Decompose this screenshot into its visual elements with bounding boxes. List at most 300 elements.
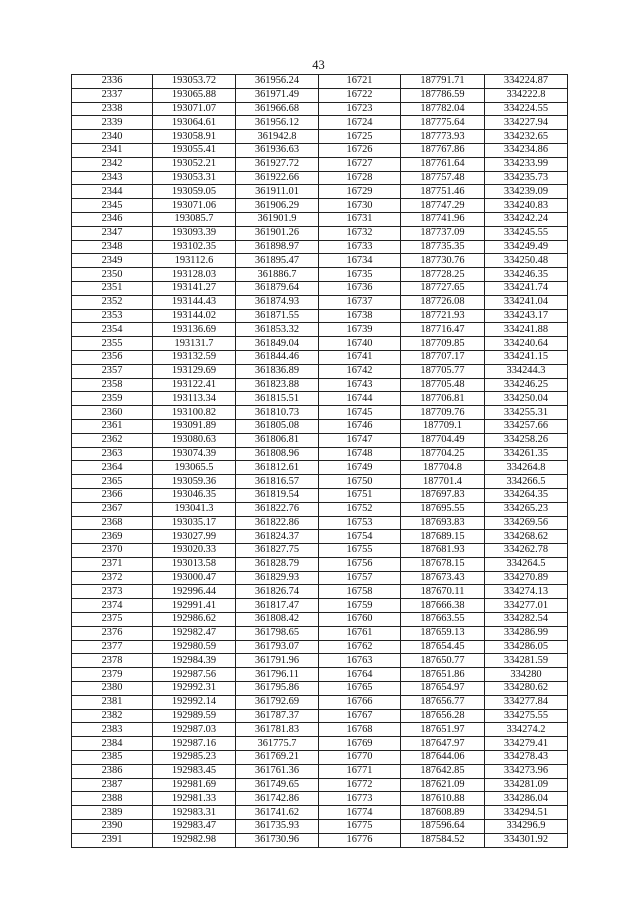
table-row (72, 709, 568, 723)
x-coordinate-a-cell: 193112.6 (153, 254, 236, 268)
y-coordinate-a-cell: 361827.75 (236, 544, 319, 558)
x-coordinate-b-cell: 187701.4 (401, 475, 485, 489)
table-row (72, 640, 568, 654)
point-number-b-cell: 16773 (319, 792, 401, 806)
table-row (72, 654, 568, 668)
x-coordinate-b-cell: 187709.85 (401, 337, 485, 351)
table-row (72, 488, 568, 502)
table-row (72, 350, 568, 364)
point-number-a-cell: 2371 (72, 557, 153, 571)
y-coordinate-a-cell: 361886.7 (236, 268, 319, 282)
y-coordinate-a-cell: 361874.93 (236, 295, 319, 309)
y-coordinate-b-cell: 334264.35 (485, 488, 568, 502)
y-coordinate-b-cell: 334250.04 (485, 392, 568, 406)
table-row (72, 157, 568, 171)
point-number-a-cell: 2367 (72, 502, 153, 516)
y-coordinate-a-cell: 361906.29 (236, 199, 319, 213)
point-number-b-cell: 16743 (319, 378, 401, 392)
x-coordinate-b-cell: 187673.43 (401, 571, 485, 585)
x-coordinate-a-cell: 193093.39 (153, 226, 236, 240)
point-number-a-cell: 2358 (72, 378, 153, 392)
y-coordinate-a-cell: 361822.86 (236, 516, 319, 530)
y-coordinate-b-cell: 334233.99 (485, 157, 568, 171)
point-number-a-cell: 2377 (72, 640, 153, 654)
x-coordinate-b-cell: 187654.45 (401, 640, 485, 654)
x-coordinate-a-cell: 193046.35 (153, 488, 236, 502)
y-coordinate-b-cell: 334234.86 (485, 143, 568, 157)
x-coordinate-b-cell: 187647.97 (401, 737, 485, 751)
x-coordinate-a-cell: 193136.69 (153, 323, 236, 337)
x-coordinate-b-cell: 187709.76 (401, 406, 485, 420)
x-coordinate-b-cell: 187681.93 (401, 544, 485, 558)
x-coordinate-b-cell: 187727.65 (401, 281, 485, 295)
table-row (72, 751, 568, 765)
table-row (72, 806, 568, 820)
point-number-b-cell: 16752 (319, 502, 401, 516)
table-row (72, 433, 568, 447)
x-coordinate-b-cell: 187608.89 (401, 806, 485, 820)
x-coordinate-a-cell: 193144.43 (153, 295, 236, 309)
point-number-a-cell: 2340 (72, 130, 153, 144)
point-number-a-cell: 2391 (72, 833, 153, 847)
table-row (72, 447, 568, 461)
point-number-b-cell: 16756 (319, 557, 401, 571)
x-coordinate-b-cell: 187773.93 (401, 130, 485, 144)
x-coordinate-a-cell: 192987.16 (153, 737, 236, 751)
x-coordinate-b-cell: 187610.88 (401, 792, 485, 806)
y-coordinate-a-cell: 361806.81 (236, 433, 319, 447)
point-number-a-cell: 2376 (72, 626, 153, 640)
x-coordinate-b-cell: 187704.8 (401, 461, 485, 475)
y-coordinate-a-cell: 361922.66 (236, 171, 319, 185)
x-coordinate-a-cell: 192991.41 (153, 599, 236, 613)
x-coordinate-a-cell: 192992.31 (153, 682, 236, 696)
y-coordinate-a-cell: 361956.24 (236, 75, 319, 89)
y-coordinate-b-cell: 334227.94 (485, 116, 568, 130)
y-coordinate-a-cell: 361796.11 (236, 668, 319, 682)
x-coordinate-b-cell: 187782.04 (401, 102, 485, 116)
point-number-a-cell: 2350 (72, 268, 153, 282)
x-coordinate-a-cell: 192996.44 (153, 585, 236, 599)
point-number-b-cell: 16745 (319, 406, 401, 420)
y-coordinate-a-cell: 361853.32 (236, 323, 319, 337)
x-coordinate-a-cell: 192983.45 (153, 764, 236, 778)
y-coordinate-b-cell: 334258.26 (485, 433, 568, 447)
x-coordinate-a-cell: 192981.69 (153, 778, 236, 792)
point-number-a-cell: 2364 (72, 461, 153, 475)
x-coordinate-b-cell: 187695.55 (401, 502, 485, 516)
x-coordinate-b-cell: 187693.83 (401, 516, 485, 530)
y-coordinate-b-cell: 334281.59 (485, 654, 568, 668)
y-coordinate-a-cell: 361761.36 (236, 764, 319, 778)
point-number-b-cell: 16735 (319, 268, 401, 282)
point-number-b-cell: 16769 (319, 737, 401, 751)
y-coordinate-a-cell: 361927.72 (236, 157, 319, 171)
point-number-a-cell: 2370 (72, 544, 153, 558)
y-coordinate-a-cell: 361808.96 (236, 447, 319, 461)
point-number-b-cell: 16747 (319, 433, 401, 447)
y-coordinate-a-cell: 361895.47 (236, 254, 319, 268)
table-row (72, 599, 568, 613)
x-coordinate-a-cell: 193059.36 (153, 475, 236, 489)
point-number-b-cell: 16755 (319, 544, 401, 558)
point-number-b-cell: 16759 (319, 599, 401, 613)
x-coordinate-a-cell: 192992.14 (153, 695, 236, 709)
y-coordinate-a-cell: 361787.37 (236, 709, 319, 723)
point-number-a-cell: 2384 (72, 737, 153, 751)
point-number-b-cell: 16750 (319, 475, 401, 489)
coordinates-table-body (72, 75, 568, 848)
y-coordinate-b-cell: 334240.83 (485, 199, 568, 213)
y-coordinate-a-cell: 361819.54 (236, 488, 319, 502)
point-number-b-cell: 16742 (319, 364, 401, 378)
y-coordinate-a-cell: 361901.9 (236, 212, 319, 226)
point-number-b-cell: 16767 (319, 709, 401, 723)
point-number-b-cell: 16772 (319, 778, 401, 792)
x-coordinate-a-cell: 193129.69 (153, 364, 236, 378)
x-coordinate-a-cell: 193020.33 (153, 544, 236, 558)
y-coordinate-a-cell: 361836.89 (236, 364, 319, 378)
x-coordinate-a-cell: 193064.61 (153, 116, 236, 130)
x-coordinate-a-cell: 192985.23 (153, 751, 236, 765)
point-number-b-cell: 16741 (319, 350, 401, 364)
x-coordinate-a-cell: 192986.62 (153, 613, 236, 627)
y-coordinate-b-cell: 334264.8 (485, 461, 568, 475)
x-coordinate-b-cell: 187689.15 (401, 530, 485, 544)
y-coordinate-b-cell: 334277.84 (485, 695, 568, 709)
point-number-b-cell: 16740 (319, 337, 401, 351)
point-number-a-cell: 2342 (72, 157, 153, 171)
point-number-a-cell: 2353 (72, 309, 153, 323)
x-coordinate-b-cell: 187757.48 (401, 171, 485, 185)
y-coordinate-a-cell: 361805.08 (236, 419, 319, 433)
x-coordinate-a-cell: 192984.39 (153, 654, 236, 668)
y-coordinate-b-cell: 334278.43 (485, 751, 568, 765)
y-coordinate-a-cell: 361775.7 (236, 737, 319, 751)
point-number-a-cell: 2345 (72, 199, 153, 213)
y-coordinate-a-cell: 361826.74 (236, 585, 319, 599)
point-number-a-cell: 2337 (72, 88, 153, 102)
x-coordinate-a-cell: 192987.03 (153, 723, 236, 737)
y-coordinate-a-cell: 361911.01 (236, 185, 319, 199)
point-number-a-cell: 2378 (72, 654, 153, 668)
point-number-b-cell: 16739 (319, 323, 401, 337)
table-row (72, 212, 568, 226)
x-coordinate-b-cell: 187584.52 (401, 833, 485, 847)
point-number-b-cell: 16763 (319, 654, 401, 668)
y-coordinate-a-cell: 361792.69 (236, 695, 319, 709)
table-row (72, 406, 568, 420)
x-coordinate-a-cell: 193027.99 (153, 530, 236, 544)
y-coordinate-a-cell: 361815.51 (236, 392, 319, 406)
coordinates-table (71, 74, 568, 848)
y-coordinate-b-cell: 334265.23 (485, 502, 568, 516)
x-coordinate-a-cell: 193065.5 (153, 461, 236, 475)
y-coordinate-a-cell: 361816.57 (236, 475, 319, 489)
y-coordinate-a-cell: 361741.62 (236, 806, 319, 820)
point-number-b-cell: 16761 (319, 626, 401, 640)
x-coordinate-b-cell: 187656.28 (401, 709, 485, 723)
point-number-a-cell: 2382 (72, 709, 153, 723)
y-coordinate-a-cell: 361742.86 (236, 792, 319, 806)
point-number-b-cell: 16725 (319, 130, 401, 144)
x-coordinate-b-cell: 187735.35 (401, 240, 485, 254)
y-coordinate-a-cell: 361808.42 (236, 613, 319, 627)
y-coordinate-b-cell: 334244.3 (485, 364, 568, 378)
y-coordinate-a-cell: 361829.93 (236, 571, 319, 585)
x-coordinate-a-cell: 193055.41 (153, 143, 236, 157)
point-number-b-cell: 16729 (319, 185, 401, 199)
x-coordinate-b-cell: 187709.1 (401, 419, 485, 433)
table-row (72, 695, 568, 709)
table-row (72, 171, 568, 185)
point-number-a-cell: 2375 (72, 613, 153, 627)
y-coordinate-b-cell: 334232.65 (485, 130, 568, 144)
y-coordinate-a-cell: 361769.21 (236, 751, 319, 765)
point-number-b-cell: 16765 (319, 682, 401, 696)
y-coordinate-b-cell: 334273.96 (485, 764, 568, 778)
point-number-b-cell: 16751 (319, 488, 401, 502)
x-coordinate-b-cell: 187791.71 (401, 75, 485, 89)
point-number-b-cell: 16737 (319, 295, 401, 309)
point-number-b-cell: 16768 (319, 723, 401, 737)
y-coordinate-b-cell: 334242.24 (485, 212, 568, 226)
y-coordinate-a-cell: 361791.96 (236, 654, 319, 668)
point-number-a-cell: 2389 (72, 806, 153, 820)
y-coordinate-b-cell: 334264.5 (485, 557, 568, 571)
y-coordinate-a-cell: 361749.65 (236, 778, 319, 792)
point-number-a-cell: 2387 (72, 778, 153, 792)
point-number-a-cell: 2339 (72, 116, 153, 130)
point-number-b-cell: 16758 (319, 585, 401, 599)
y-coordinate-b-cell: 334274.13 (485, 585, 568, 599)
y-coordinate-b-cell: 334246.35 (485, 268, 568, 282)
point-number-a-cell: 2373 (72, 585, 153, 599)
y-coordinate-a-cell: 361879.64 (236, 281, 319, 295)
point-number-a-cell: 2355 (72, 337, 153, 351)
page-number: 43 (312, 58, 325, 72)
x-coordinate-a-cell: 192989.59 (153, 709, 236, 723)
table-row (72, 682, 568, 696)
y-coordinate-a-cell: 361956.12 (236, 116, 319, 130)
point-number-b-cell: 16727 (319, 157, 401, 171)
x-coordinate-b-cell: 187741.96 (401, 212, 485, 226)
point-number-b-cell: 16771 (319, 764, 401, 778)
x-coordinate-b-cell: 187642.85 (401, 764, 485, 778)
y-coordinate-b-cell: 334257.66 (485, 419, 568, 433)
y-coordinate-b-cell: 334241.74 (485, 281, 568, 295)
x-coordinate-a-cell: 193059.05 (153, 185, 236, 199)
table-row (72, 116, 568, 130)
y-coordinate-b-cell: 334296.9 (485, 820, 568, 834)
table-row (72, 502, 568, 516)
point-number-a-cell: 2366 (72, 488, 153, 502)
y-coordinate-b-cell: 334261.35 (485, 447, 568, 461)
x-coordinate-a-cell: 193100.82 (153, 406, 236, 420)
x-coordinate-b-cell: 187670.11 (401, 585, 485, 599)
x-coordinate-a-cell: 193132.59 (153, 350, 236, 364)
point-number-a-cell: 2336 (72, 75, 153, 89)
x-coordinate-a-cell: 193131.7 (153, 337, 236, 351)
point-number-b-cell: 16748 (319, 447, 401, 461)
table-row (72, 571, 568, 585)
point-number-a-cell: 2341 (72, 143, 153, 157)
y-coordinate-b-cell: 334279.41 (485, 737, 568, 751)
y-coordinate-a-cell: 361795.86 (236, 682, 319, 696)
point-number-a-cell: 2381 (72, 695, 153, 709)
point-number-b-cell: 16762 (319, 640, 401, 654)
x-coordinate-a-cell: 193035.17 (153, 516, 236, 530)
point-number-b-cell: 16730 (319, 199, 401, 213)
table-row (72, 364, 568, 378)
y-coordinate-b-cell: 334246.25 (485, 378, 568, 392)
table-row (72, 240, 568, 254)
x-coordinate-a-cell: 193041.3 (153, 502, 236, 516)
table-row (72, 833, 568, 847)
point-number-b-cell: 16775 (319, 820, 401, 834)
x-coordinate-b-cell: 187747.29 (401, 199, 485, 213)
table-row (72, 102, 568, 116)
y-coordinate-b-cell: 334243.17 (485, 309, 568, 323)
x-coordinate-a-cell: 193122.41 (153, 378, 236, 392)
point-number-a-cell: 2357 (72, 364, 153, 378)
y-coordinate-b-cell: 334282.54 (485, 613, 568, 627)
point-number-b-cell: 16766 (319, 695, 401, 709)
y-coordinate-b-cell: 334268.62 (485, 530, 568, 544)
table-row (72, 378, 568, 392)
x-coordinate-b-cell: 187704.49 (401, 433, 485, 447)
y-coordinate-a-cell: 361730.96 (236, 833, 319, 847)
table-row (72, 461, 568, 475)
x-coordinate-a-cell: 193058.91 (153, 130, 236, 144)
x-coordinate-a-cell: 193091.89 (153, 419, 236, 433)
point-number-b-cell: 16734 (319, 254, 401, 268)
y-coordinate-a-cell: 361936.63 (236, 143, 319, 157)
x-coordinate-a-cell: 193071.06 (153, 199, 236, 213)
x-coordinate-a-cell: 193065.88 (153, 88, 236, 102)
y-coordinate-b-cell: 334286.05 (485, 640, 568, 654)
point-number-b-cell: 16749 (319, 461, 401, 475)
x-coordinate-a-cell: 193000.47 (153, 571, 236, 585)
point-number-a-cell: 2356 (72, 350, 153, 364)
x-coordinate-a-cell: 193144.02 (153, 309, 236, 323)
x-coordinate-a-cell: 193128.03 (153, 268, 236, 282)
x-coordinate-b-cell: 187654.97 (401, 682, 485, 696)
table-row (72, 557, 568, 571)
y-coordinate-a-cell: 361823.88 (236, 378, 319, 392)
y-coordinate-b-cell: 334235.73 (485, 171, 568, 185)
point-number-a-cell: 2348 (72, 240, 153, 254)
x-coordinate-a-cell: 193052.21 (153, 157, 236, 171)
y-coordinate-a-cell: 361871.55 (236, 309, 319, 323)
x-coordinate-b-cell: 187663.55 (401, 613, 485, 627)
x-coordinate-a-cell: 193053.72 (153, 75, 236, 89)
point-number-a-cell: 2363 (72, 447, 153, 461)
point-number-b-cell: 16723 (319, 102, 401, 116)
x-coordinate-b-cell: 187786.59 (401, 88, 485, 102)
point-number-a-cell: 2338 (72, 102, 153, 116)
table-row (72, 337, 568, 351)
point-number-b-cell: 16722 (319, 88, 401, 102)
table-row (72, 295, 568, 309)
table-row (72, 226, 568, 240)
y-coordinate-a-cell: 361966.68 (236, 102, 319, 116)
y-coordinate-a-cell: 361901.26 (236, 226, 319, 240)
point-number-a-cell: 2361 (72, 419, 153, 433)
point-number-a-cell: 2343 (72, 171, 153, 185)
point-number-b-cell: 16744 (319, 392, 401, 406)
point-number-b-cell: 16757 (319, 571, 401, 585)
y-coordinate-b-cell: 334241.15 (485, 350, 568, 364)
point-number-a-cell: 2359 (72, 392, 153, 406)
y-coordinate-b-cell: 334266.5 (485, 475, 568, 489)
table-row (72, 392, 568, 406)
x-coordinate-b-cell: 187705.48 (401, 378, 485, 392)
table-row (72, 613, 568, 627)
y-coordinate-b-cell: 334281.09 (485, 778, 568, 792)
point-number-b-cell: 16754 (319, 530, 401, 544)
y-coordinate-b-cell: 334241.88 (485, 323, 568, 337)
x-coordinate-a-cell: 193113.34 (153, 392, 236, 406)
table-row (72, 668, 568, 682)
x-coordinate-a-cell: 193102.35 (153, 240, 236, 254)
y-coordinate-a-cell: 361844.46 (236, 350, 319, 364)
x-coordinate-b-cell: 187707.17 (401, 350, 485, 364)
y-coordinate-a-cell: 361812.61 (236, 461, 319, 475)
y-coordinate-a-cell: 361971.49 (236, 88, 319, 102)
x-coordinate-b-cell: 187775.64 (401, 116, 485, 130)
y-coordinate-a-cell: 361824.37 (236, 530, 319, 544)
y-coordinate-a-cell: 361898.97 (236, 240, 319, 254)
x-coordinate-b-cell: 187621.09 (401, 778, 485, 792)
x-coordinate-a-cell: 193074.39 (153, 447, 236, 461)
table-row (72, 143, 568, 157)
x-coordinate-a-cell: 193071.07 (153, 102, 236, 116)
point-number-a-cell: 2386 (72, 764, 153, 778)
y-coordinate-b-cell: 334280.62 (485, 682, 568, 696)
point-number-b-cell: 16746 (319, 419, 401, 433)
y-coordinate-b-cell: 334255.31 (485, 406, 568, 420)
x-coordinate-a-cell: 192983.31 (153, 806, 236, 820)
x-coordinate-b-cell: 187730.76 (401, 254, 485, 268)
y-coordinate-b-cell: 334286.99 (485, 626, 568, 640)
point-number-a-cell: 2368 (72, 516, 153, 530)
point-number-b-cell: 16732 (319, 226, 401, 240)
table-row (72, 75, 568, 89)
y-coordinate-a-cell: 361942.8 (236, 130, 319, 144)
table-row (72, 516, 568, 530)
table-row (72, 199, 568, 213)
table-row (72, 281, 568, 295)
y-coordinate-b-cell: 334262.78 (485, 544, 568, 558)
point-number-a-cell: 2344 (72, 185, 153, 199)
point-number-a-cell: 2360 (72, 406, 153, 420)
y-coordinate-b-cell: 334270.89 (485, 571, 568, 585)
table-row (72, 820, 568, 834)
y-coordinate-b-cell: 334245.55 (485, 226, 568, 240)
x-coordinate-a-cell: 193080.63 (153, 433, 236, 447)
y-coordinate-b-cell: 334277.01 (485, 599, 568, 613)
x-coordinate-a-cell: 192980.59 (153, 640, 236, 654)
x-coordinate-b-cell: 187761.64 (401, 157, 485, 171)
point-number-a-cell: 2365 (72, 475, 153, 489)
y-coordinate-a-cell: 361781.83 (236, 723, 319, 737)
point-number-a-cell: 2372 (72, 571, 153, 585)
table-row (72, 530, 568, 544)
x-coordinate-a-cell: 192983.47 (153, 820, 236, 834)
y-coordinate-b-cell: 334240.64 (485, 337, 568, 351)
point-number-a-cell: 2385 (72, 751, 153, 765)
